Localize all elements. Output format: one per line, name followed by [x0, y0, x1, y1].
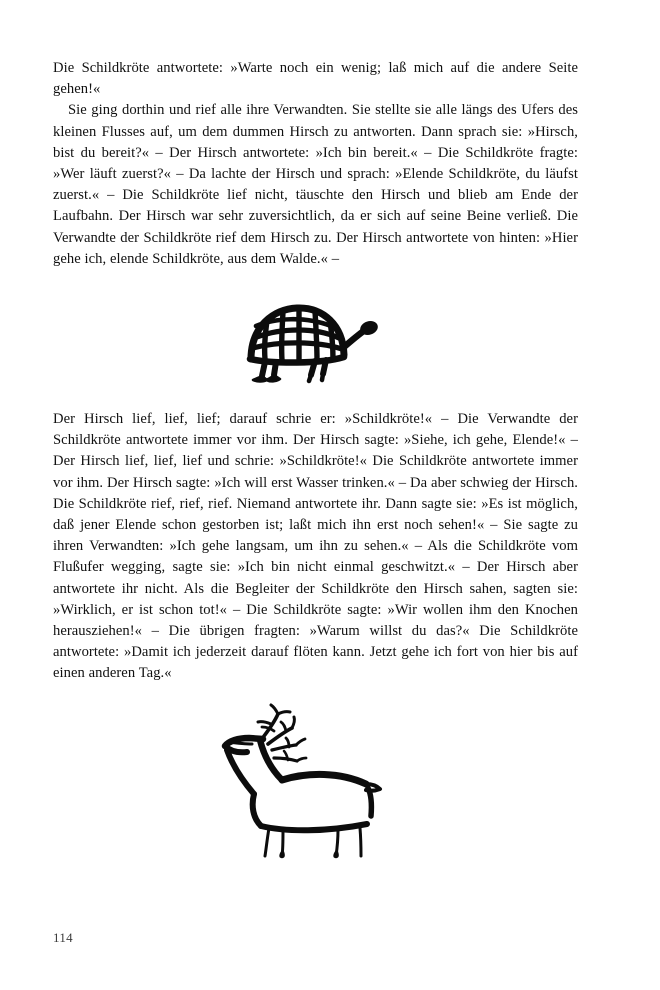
text-block-bottom	[53, 409, 578, 685]
paragraph: Der Hirsch lief, lief, lief; darauf schrie er: »Schildkröte!« – Die Verwandte der Schildkröte antwortete immer vor ihm. Der Hirsch sagte: »Siehe, ich gehe, Elende!« – Der Hirsch lief, lief, lief und schrie: »Schildkröte!« Die Schildkröte antwortete immer vor ihm. Der Hirsch sagte: »Ich will erst Wasser trinken.« – Da aber schwieg der Hirsch. Die Schildkröte rief, rief, rief. Niemand antwortete ihr. Dann sagte sie: »Es ist möglich, daß jener Elende schon gestorben ist; laßt mich ihn erst noch sehen!« – Sie sagte zu ihren Verwandten: »Ich gehe langsam, um ihn zu sehen.« – Als die Schildkröte vom Flußufer wegging, sagte sie: »Ich bin nicht einmal geschwitzt.« – Der Hirsch aber antwortete ihr nicht. Als die Begleiter der Schildkröte den Hirsch sahen, sagten sie: »Wirklich, er ist schon tot!« – Die Schildkröte sagte: »Wir wollen ihm den Knochen herausziehen!« – Die übrigen fragten: »Warum willst du das?« Die Schildkröte antwortete: »Damit ich jederzeit darauf flöten kann. Jetzt gehe ich fort von hier bis auf einen anderen Tag.«	[53, 411, 578, 682]
paragraph: Die Schildkröte antwortete: »Warte noch ein wenig; laß mich auf die andere Seite gehen!«	[53, 60, 578, 98]
page-number: 114	[53, 930, 73, 945]
text-block-top	[53, 58, 578, 270]
deer-illustration	[216, 700, 392, 858]
turtle-illustration	[243, 303, 383, 385]
paragraph: Sie ging dorthin und rief alle ihre Verwandten. Sie stellte sie alle längs des Ufers des kleinen Flusses auf, um dem dummen Hirsch zu antworten. Dann sprach sie: »Hirsch, bist du bereit?« – Der Hirsch antwortete: »Ich bin bereit.« – Die Schildkröte fragte: »Wer läuft zuerst?« – Da lachte der Hirsch und sprach: »Elende Schildkröte, du läufst zuerst.« – Die Schildkröte lief nicht, täuschte den Hirsch und blieb am Ende der Laufbahn. Der Hirsch war sehr zuversichtlich, da er sich auf seine Beine verließ. Die Verwandte der Schildkröte rief dem Hirsch zu. Der Hirsch antwortete von hinten: »Hier gehe ich, elende Schildkröte, aus dem Walde.« –	[53, 102, 578, 267]
